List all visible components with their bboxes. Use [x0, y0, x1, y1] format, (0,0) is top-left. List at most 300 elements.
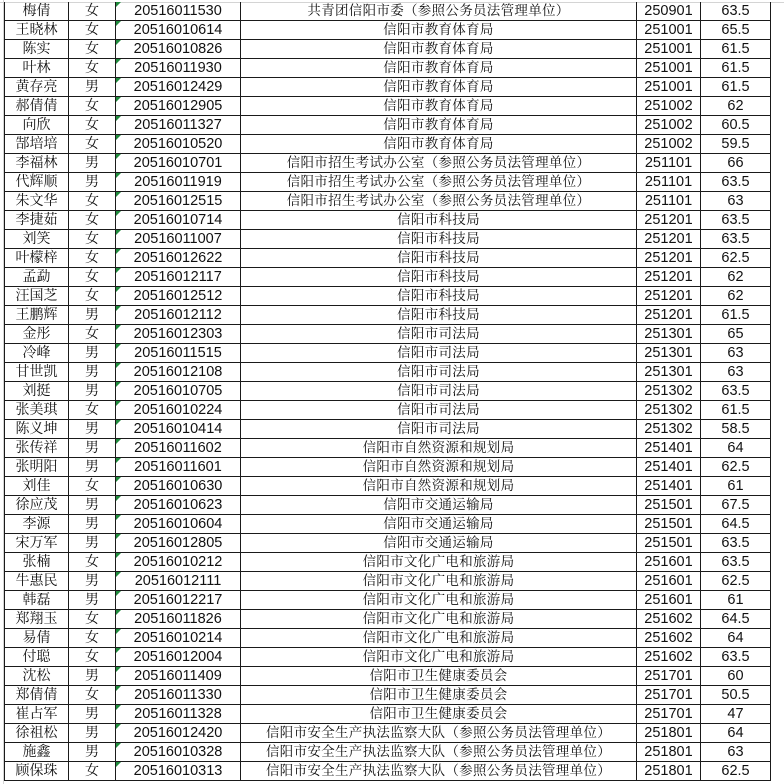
cell-name[interactable]: [5, 249, 69, 268]
cell-exam-id[interactable]: [116, 515, 241, 534]
cell-score[interactable]: [701, 705, 771, 724]
table-row: [5, 629, 771, 648]
cell-unit[interactable]: [241, 154, 637, 173]
cell-name[interactable]: [5, 306, 69, 325]
exam-id-text: 20516012512: [133, 288, 223, 304]
cell-gender[interactable]: [69, 135, 116, 154]
table-row: [5, 724, 771, 743]
name-text: 陈实: [22, 41, 51, 57]
cell-score[interactable]: [701, 591, 771, 610]
cell-exam-id[interactable]: [116, 306, 241, 325]
cell-position-code[interactable]: [637, 2, 701, 21]
cell-name[interactable]: [5, 173, 69, 192]
cell-exam-id[interactable]: [116, 2, 241, 21]
cell-gender[interactable]: [69, 116, 116, 135]
cell-position-code[interactable]: [637, 420, 701, 439]
cell-unit[interactable]: [241, 306, 637, 325]
cell-exam-id[interactable]: [116, 648, 241, 667]
cell-exam-id[interactable]: [116, 211, 241, 230]
score-text: 61.5: [721, 41, 750, 57]
cell-unit[interactable]: [241, 648, 637, 667]
cell-gender[interactable]: [69, 59, 116, 78]
cell-position-code[interactable]: [637, 363, 701, 382]
unit-text: 信阳市科技局: [397, 307, 480, 323]
cell-name[interactable]: [5, 2, 69, 21]
cell-gender[interactable]: [69, 268, 116, 287]
gender-text: 女: [85, 22, 99, 38]
cell-name[interactable]: [5, 78, 69, 97]
cell-unit[interactable]: [241, 591, 637, 610]
cell-position-code[interactable]: [637, 610, 701, 629]
cell-position-code[interactable]: [637, 629, 701, 648]
cell-score[interactable]: [701, 477, 771, 496]
score-text: 61.5: [721, 60, 750, 76]
cell-position-code[interactable]: [637, 211, 701, 230]
cell-position-code[interactable]: [637, 40, 701, 59]
table-row: [5, 553, 771, 572]
cell-position-code[interactable]: [637, 553, 701, 572]
cell-unit[interactable]: [241, 458, 637, 477]
cell-exam-id[interactable]: [116, 116, 241, 135]
cell-name[interactable]: [5, 686, 69, 705]
cell-position-code[interactable]: [637, 344, 701, 363]
name-text: 徐祖松: [15, 725, 58, 741]
cell-score[interactable]: [701, 458, 771, 477]
cell-unit[interactable]: [241, 59, 637, 78]
cell-unit[interactable]: [241, 762, 637, 781]
name-text: 韩磊: [22, 592, 51, 608]
cell-name[interactable]: [5, 667, 69, 686]
cell-unit[interactable]: [241, 116, 637, 135]
cell-exam-id[interactable]: [116, 762, 241, 781]
table-row: [5, 439, 771, 458]
cell-name[interactable]: [5, 762, 69, 781]
cell-score[interactable]: [701, 629, 771, 648]
cell-exam-id[interactable]: [116, 325, 241, 344]
cell-unit[interactable]: [241, 249, 637, 268]
cell-unit[interactable]: [241, 173, 637, 192]
cell-name[interactable]: [5, 629, 69, 648]
cell-unit[interactable]: [241, 40, 637, 59]
cell-position-code[interactable]: [637, 21, 701, 40]
cell-score[interactable]: [701, 211, 771, 230]
cell-exam-id[interactable]: [116, 268, 241, 287]
cell-exam-id[interactable]: [116, 629, 241, 648]
cell-exam-id[interactable]: [116, 743, 241, 762]
cell-name[interactable]: [5, 211, 69, 230]
cell-name[interactable]: [5, 477, 69, 496]
cell-exam-id[interactable]: [116, 344, 241, 363]
cell-exam-id[interactable]: [116, 40, 241, 59]
cell-exam-id[interactable]: [116, 496, 241, 515]
cell-score[interactable]: [701, 572, 771, 591]
cell-gender[interactable]: [69, 325, 116, 344]
cell-exam-id[interactable]: [116, 667, 241, 686]
cell-position-code[interactable]: [637, 78, 701, 97]
cell-exam-id[interactable]: [116, 458, 241, 477]
cell-gender[interactable]: [69, 667, 116, 686]
cell-name[interactable]: [5, 230, 69, 249]
table-row: [5, 192, 771, 211]
cell-position-code[interactable]: [637, 325, 701, 344]
cell-gender[interactable]: [69, 553, 116, 572]
name-text: 李源: [22, 516, 51, 532]
position-code-text: 251501: [644, 497, 693, 513]
cell-score[interactable]: [701, 743, 771, 762]
cell-exam-id[interactable]: [116, 249, 241, 268]
name-text: 郝倩倩: [15, 98, 58, 114]
cell-position-code[interactable]: [637, 287, 701, 306]
text-number-warning-icon: [116, 154, 121, 159]
cell-exam-id[interactable]: [116, 173, 241, 192]
text-number-warning-icon: [116, 534, 121, 539]
name-text: 代辉顺: [15, 174, 58, 190]
cell-position-code[interactable]: [637, 591, 701, 610]
cell-score[interactable]: [701, 2, 771, 21]
cell-name[interactable]: [5, 154, 69, 173]
cell-name[interactable]: [5, 116, 69, 135]
unit-text: 信阳市卫生健康委员会: [369, 687, 508, 703]
cell-score[interactable]: [701, 439, 771, 458]
table-row: [5, 154, 771, 173]
cell-position-code[interactable]: [637, 572, 701, 591]
cell-unit[interactable]: [241, 135, 637, 154]
cell-unit[interactable]: [241, 363, 637, 382]
cell-unit[interactable]: [241, 629, 637, 648]
name-text: 叶林: [22, 60, 51, 76]
name-text: 张楠: [22, 554, 51, 570]
cell-gender[interactable]: [69, 211, 116, 230]
cell-exam-id[interactable]: [116, 78, 241, 97]
cell-unit[interactable]: [241, 211, 637, 230]
cell-gender[interactable]: [69, 78, 116, 97]
cell-score[interactable]: [701, 344, 771, 363]
cell-score[interactable]: [701, 667, 771, 686]
cell-exam-id[interactable]: [116, 154, 241, 173]
cell-position-code[interactable]: [637, 59, 701, 78]
cell-exam-id[interactable]: [116, 686, 241, 705]
cell-exam-id[interactable]: [116, 534, 241, 553]
cell-name[interactable]: [5, 458, 69, 477]
cell-gender[interactable]: [69, 230, 116, 249]
cell-unit[interactable]: [241, 477, 637, 496]
name-text: 刘挺: [22, 383, 51, 399]
cell-score[interactable]: [701, 610, 771, 629]
cell-score[interactable]: [701, 116, 771, 135]
cell-position-code[interactable]: [637, 534, 701, 553]
cell-score[interactable]: [701, 268, 771, 287]
cell-position-code[interactable]: [637, 724, 701, 743]
cell-score[interactable]: [701, 287, 771, 306]
cell-gender[interactable]: [69, 401, 116, 420]
cell-position-code[interactable]: [637, 116, 701, 135]
cell-exam-id[interactable]: [116, 363, 241, 382]
cell-unit[interactable]: [241, 667, 637, 686]
cell-unit[interactable]: [241, 230, 637, 249]
cell-name[interactable]: [5, 363, 69, 382]
cell-position-code[interactable]: [637, 173, 701, 192]
cell-gender[interactable]: [69, 610, 116, 629]
cell-exam-id[interactable]: [116, 97, 241, 116]
cell-gender[interactable]: [69, 420, 116, 439]
cell-unit[interactable]: [241, 192, 637, 211]
cell-score[interactable]: [701, 40, 771, 59]
name-text: 甘世凯: [15, 364, 58, 380]
cell-score[interactable]: [701, 382, 771, 401]
cell-score[interactable]: [701, 401, 771, 420]
cell-exam-id[interactable]: [116, 420, 241, 439]
cell-exam-id[interactable]: [116, 477, 241, 496]
cell-name[interactable]: [5, 705, 69, 724]
position-code-text: 251601: [644, 592, 693, 608]
name-text: 陈义坤: [15, 421, 58, 437]
cell-unit[interactable]: [241, 21, 637, 40]
gender-text: 男: [85, 535, 99, 551]
cell-name[interactable]: [5, 743, 69, 762]
cell-name[interactable]: [5, 325, 69, 344]
name-text: 顾保珠: [15, 763, 58, 779]
score-text: 50.5: [721, 687, 750, 703]
cell-position-code[interactable]: [637, 306, 701, 325]
cell-unit[interactable]: [241, 97, 637, 116]
cell-score[interactable]: [701, 762, 771, 781]
score-text: 63.5: [721, 231, 750, 247]
cell-gender[interactable]: [69, 363, 116, 382]
cell-exam-id[interactable]: [116, 59, 241, 78]
cell-gender[interactable]: [69, 724, 116, 743]
cell-score[interactable]: [701, 648, 771, 667]
cell-unit[interactable]: [241, 534, 637, 553]
cell-name[interactable]: [5, 553, 69, 572]
cell-unit[interactable]: [241, 401, 637, 420]
cell-unit[interactable]: [241, 325, 637, 344]
cell-gender[interactable]: [69, 344, 116, 363]
cell-score[interactable]: [701, 249, 771, 268]
cell-score[interactable]: [701, 686, 771, 705]
cell-score[interactable]: [701, 78, 771, 97]
cell-name[interactable]: [5, 648, 69, 667]
cell-unit[interactable]: [241, 553, 637, 572]
cell-position-code[interactable]: [637, 97, 701, 116]
cell-name[interactable]: [5, 382, 69, 401]
cell-unit[interactable]: [241, 420, 637, 439]
cell-position-code[interactable]: [637, 667, 701, 686]
table-row: [5, 135, 771, 154]
cell-name[interactable]: [5, 515, 69, 534]
cell-score[interactable]: [701, 97, 771, 116]
cell-position-code[interactable]: [637, 515, 701, 534]
cell-name[interactable]: [5, 401, 69, 420]
cell-gender[interactable]: [69, 686, 116, 705]
position-code-text: 250901: [644, 3, 693, 19]
cell-name[interactable]: [5, 439, 69, 458]
cell-exam-id[interactable]: [116, 401, 241, 420]
cell-position-code[interactable]: [637, 686, 701, 705]
cell-unit[interactable]: [241, 439, 637, 458]
cell-score[interactable]: [701, 420, 771, 439]
name-text: 冷峰: [22, 345, 51, 361]
position-code-text: 251301: [644, 345, 693, 361]
cell-name[interactable]: [5, 135, 69, 154]
name-text: 张明阳: [15, 459, 58, 475]
cell-unit[interactable]: [241, 344, 637, 363]
cell-score[interactable]: [701, 724, 771, 743]
cell-unit[interactable]: [241, 686, 637, 705]
cell-score[interactable]: [701, 496, 771, 515]
cell-position-code[interactable]: [637, 705, 701, 724]
cell-score[interactable]: [701, 135, 771, 154]
cell-score[interactable]: [701, 173, 771, 192]
text-number-warning-icon: [116, 667, 121, 672]
cell-gender[interactable]: [69, 648, 116, 667]
cell-score[interactable]: [701, 306, 771, 325]
text-number-warning-icon: [116, 268, 121, 273]
cell-score[interactable]: [701, 230, 771, 249]
cell-score[interactable]: [701, 363, 771, 382]
cell-unit[interactable]: [241, 743, 637, 762]
cell-exam-id[interactable]: [116, 192, 241, 211]
name-text: 梅倩: [22, 3, 51, 19]
cell-score[interactable]: [701, 534, 771, 553]
cell-unit[interactable]: [241, 268, 637, 287]
cell-exam-id[interactable]: [116, 21, 241, 40]
cell-unit[interactable]: [241, 515, 637, 534]
cell-unit[interactable]: [241, 382, 637, 401]
cell-gender[interactable]: [69, 40, 116, 59]
gender-text: 男: [85, 364, 99, 380]
cell-name[interactable]: [5, 268, 69, 287]
cell-gender[interactable]: [69, 97, 116, 116]
cell-unit[interactable]: [241, 705, 637, 724]
cell-score[interactable]: [701, 21, 771, 40]
cell-unit[interactable]: [241, 78, 637, 97]
cell-name[interactable]: [5, 287, 69, 306]
cell-position-code[interactable]: [637, 154, 701, 173]
cell-score[interactable]: [701, 553, 771, 572]
cell-name[interactable]: [5, 496, 69, 515]
cell-gender[interactable]: [69, 762, 116, 781]
cell-name[interactable]: [5, 534, 69, 553]
cell-gender[interactable]: [69, 496, 116, 515]
cell-gender[interactable]: [69, 458, 116, 477]
cell-unit[interactable]: [241, 287, 637, 306]
cell-name[interactable]: [5, 591, 69, 610]
cell-gender[interactable]: [69, 515, 116, 534]
cell-gender[interactable]: [69, 21, 116, 40]
unit-text: 信阳市文化广电和旅游局: [362, 592, 515, 608]
cell-unit[interactable]: [241, 2, 637, 21]
cell-gender[interactable]: [69, 477, 116, 496]
cell-unit[interactable]: [241, 496, 637, 515]
cell-position-code[interactable]: [637, 458, 701, 477]
cell-exam-id[interactable]: [116, 724, 241, 743]
cell-score[interactable]: [701, 154, 771, 173]
cell-gender[interactable]: [69, 572, 116, 591]
cell-name[interactable]: [5, 192, 69, 211]
cell-exam-id[interactable]: [116, 382, 241, 401]
cell-unit[interactable]: [241, 610, 637, 629]
cell-gender[interactable]: [69, 192, 116, 211]
cell-name[interactable]: [5, 724, 69, 743]
cell-gender[interactable]: [69, 534, 116, 553]
cell-position-code[interactable]: [637, 230, 701, 249]
cell-position-code[interactable]: [637, 192, 701, 211]
text-number-warning-icon: [116, 173, 121, 178]
cell-position-code[interactable]: [637, 648, 701, 667]
cell-gender[interactable]: [69, 629, 116, 648]
cell-gender[interactable]: [69, 705, 116, 724]
cell-gender[interactable]: [69, 2, 116, 21]
cell-name[interactable]: [5, 40, 69, 59]
cell-exam-id[interactable]: [116, 610, 241, 629]
cell-score[interactable]: [701, 192, 771, 211]
cell-gender[interactable]: [69, 287, 116, 306]
position-code-text: 251602: [644, 611, 693, 627]
cell-position-code[interactable]: [637, 249, 701, 268]
cell-exam-id[interactable]: [116, 705, 241, 724]
cell-name[interactable]: [5, 572, 69, 591]
cell-exam-id[interactable]: [116, 591, 241, 610]
name-text: 施鑫: [22, 744, 51, 760]
position-code-text: 251401: [644, 459, 693, 475]
cell-position-code[interactable]: [637, 401, 701, 420]
cell-exam-id[interactable]: [116, 572, 241, 591]
cell-exam-id[interactable]: [116, 439, 241, 458]
gender-text: 男: [85, 459, 99, 475]
cell-exam-id[interactable]: [116, 135, 241, 154]
unit-text: 信阳市教育体育局: [383, 41, 494, 57]
position-code-text: 251401: [644, 478, 693, 494]
cell-position-code[interactable]: [637, 743, 701, 762]
cell-position-code[interactable]: [637, 439, 701, 458]
cell-score[interactable]: [701, 325, 771, 344]
gender-text: 女: [85, 554, 99, 570]
cell-gender[interactable]: [69, 154, 116, 173]
cell-gender[interactable]: [69, 173, 116, 192]
cell-name[interactable]: [5, 97, 69, 116]
cell-name[interactable]: [5, 21, 69, 40]
cell-name[interactable]: [5, 420, 69, 439]
cell-gender[interactable]: [69, 306, 116, 325]
cell-position-code[interactable]: [637, 762, 701, 781]
cell-name[interactable]: [5, 344, 69, 363]
cell-exam-id[interactable]: [116, 553, 241, 572]
unit-text: 信阳市交通运输局: [383, 535, 494, 551]
cell-position-code[interactable]: [637, 496, 701, 515]
cell-position-code[interactable]: [637, 477, 701, 496]
cell-gender[interactable]: [69, 743, 116, 762]
cell-exam-id[interactable]: [116, 230, 241, 249]
cell-name[interactable]: [5, 59, 69, 78]
cell-name[interactable]: [5, 610, 69, 629]
cell-unit[interactable]: [241, 572, 637, 591]
gender-text: 男: [85, 516, 99, 532]
cell-score[interactable]: [701, 59, 771, 78]
cell-position-code[interactable]: [637, 268, 701, 287]
cell-gender[interactable]: [69, 591, 116, 610]
cell-position-code[interactable]: [637, 382, 701, 401]
cell-gender[interactable]: [69, 249, 116, 268]
cell-position-code[interactable]: [637, 135, 701, 154]
table-row: [5, 287, 771, 306]
cell-exam-id[interactable]: [116, 287, 241, 306]
cell-gender[interactable]: [69, 382, 116, 401]
score-text: 47: [727, 706, 744, 722]
exam-id-text: 20516012303: [133, 326, 223, 342]
cell-score[interactable]: [701, 515, 771, 534]
cell-unit[interactable]: [241, 724, 637, 743]
cell-gender[interactable]: [69, 439, 116, 458]
